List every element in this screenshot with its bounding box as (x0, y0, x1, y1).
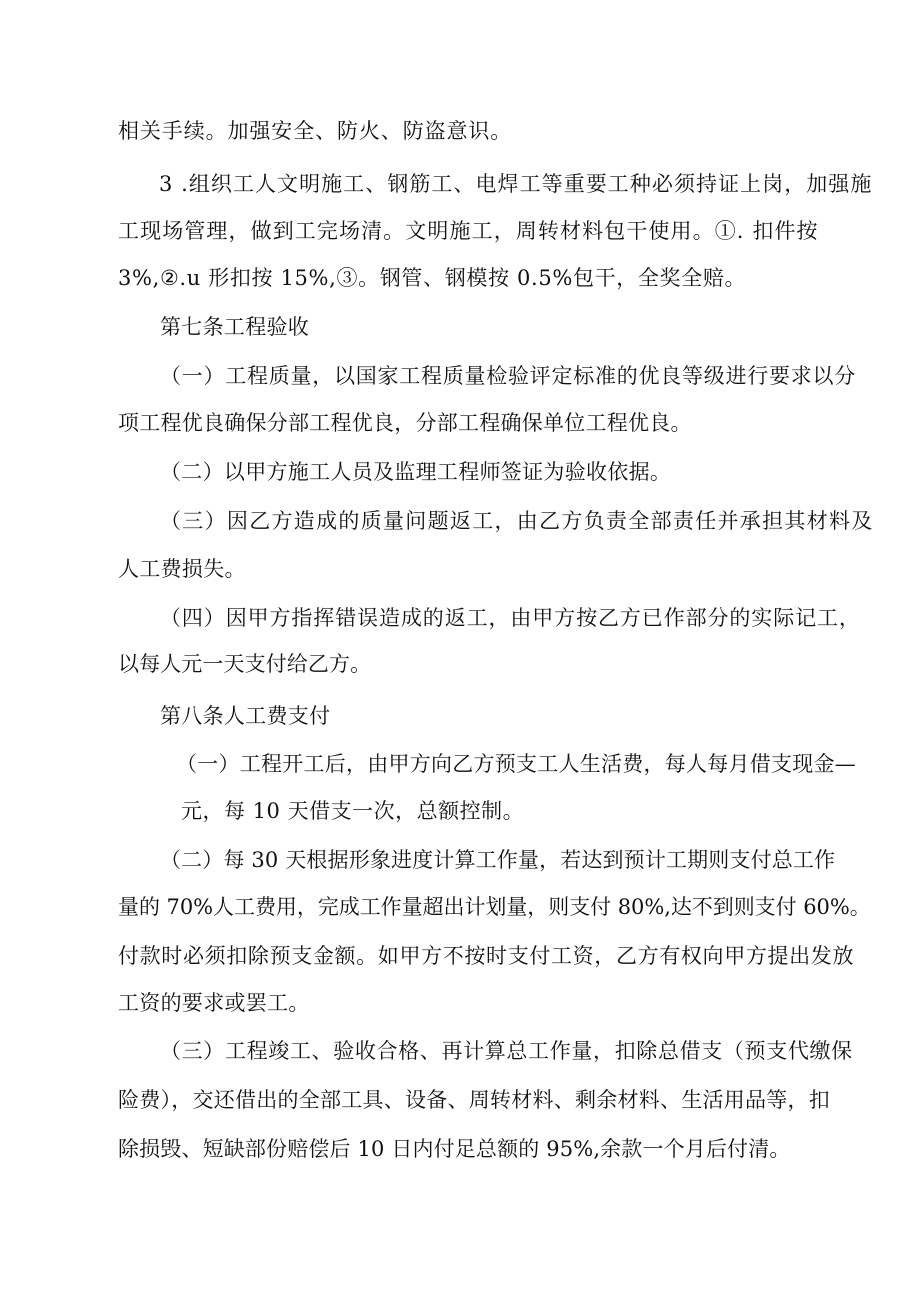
text-line: （三）工程竣工、验收合格、再计算总工作量，扣除总借支（预支代缴保 (160, 1039, 853, 1063)
text-line: （二）每 30 天根据形象进度计算工作量，若达到预计工期则支付总工作 (160, 848, 836, 872)
text-line: 付款时必须扣除预支金额。如甲方不按时支付工资，乙方有权向甲方提出发放 (118, 944, 855, 968)
text-line: 工现场管理，做到工完场清。文明施工，周转材料包干使用。①. 扣件按 (118, 219, 819, 243)
text-line: 相关手续。加强安全、防火、防盗意识。 (118, 119, 513, 143)
text-line: （三）因乙方造成的质量问题返工，由乙方负责全部责任并承担其材料及 (160, 509, 874, 533)
section-heading-article-8: 第八条人工费支付 (160, 704, 331, 728)
text-line: 项工程优良确保分部工程优良，分部工程确保单位工程优良。 (118, 411, 692, 435)
text-line: 工资的要求或罢工。 (118, 991, 310, 1015)
text-line: （四）因甲方指挥错误造成的返工，由甲方按乙方已作部分的实际记工， (160, 606, 861, 630)
text-line: 除损毁、短缺部份赔偿后 10 日内付足总额的 95%,余款一个月后付清。 (118, 1137, 791, 1161)
text-line: （一）工程开工后，由甲方向乙方预支工人生活费，每人每月借支现金— (176, 752, 856, 776)
text-line: 3%,②.u 形扣按 15%,③。钢管、钢模按 0.5%包干，全奖全赔。 (118, 266, 747, 290)
text-line: 量的 70%人工费用，完成工作量超出计划量，则支付 80%,达不到则支付 60%。 (118, 895, 871, 919)
text-line: （二）以甲方施工人员及监理工程师签证为验收依据。 (160, 460, 672, 484)
text-line: 人工费损失。 (118, 557, 246, 581)
text-line: 以每人元一天支付给乙方。 (118, 652, 372, 676)
section-heading-article-7: 第七条工程验收 (160, 315, 310, 339)
text-line: （一）工程质量，以国家工程质量检验评定标准的优良等级进行要求以分 (160, 364, 856, 388)
text-line: 3 .组织工人文明施工、钢筋工、电焊工等重要工种必须持证上岗，加强施 (159, 172, 873, 196)
text-line: 险费），交还借出的全部工具、设备、周转材料、剩余材料、生活用品等，扣 (118, 1088, 830, 1112)
text-line: 元，每 10 天借支一次，总额控制。 (181, 799, 525, 823)
